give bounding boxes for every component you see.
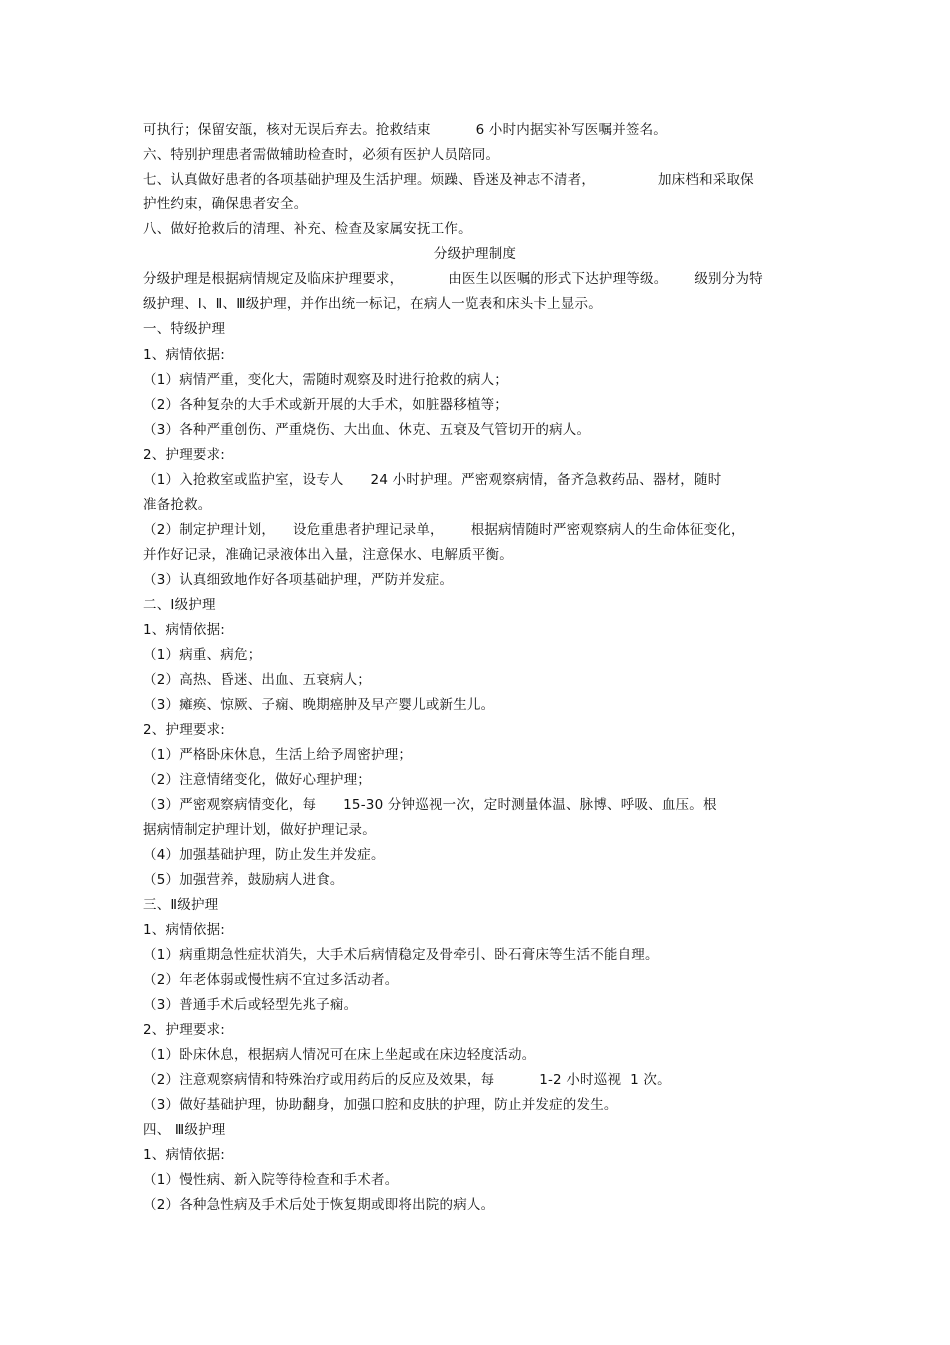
text-line: （2）注意观察病情和特殊治疗或用药后的反应及效果，每 1-2 小时巡视 1 次。 [143, 1072, 671, 1088]
text-line: 二、Ⅰ级护理 [143, 597, 216, 613]
text-line: （1）卧床休息，根据病人情况可在床上坐起或在床边轻度活动。 [143, 1047, 536, 1063]
text-line: （2）高热、昏迷、出血、五衰病人； [143, 672, 371, 688]
text-line: 1、病情依据: [143, 1147, 226, 1163]
text-line: 1、病情依据: [143, 922, 226, 938]
text-line: 分级护理是根据病情规定及临床护理要求， 由医生以医嘱的形式下达护理等级。 级别分为特 [143, 271, 763, 287]
text-line: （3）做好基础护理，协助翻身，加强口腔和皮肤的护理，防止并发症的发生。 [143, 1097, 618, 1113]
text-line: （1）病情严重，变化大，需随时观察及时进行抢救的病人； [143, 372, 508, 388]
text-line: 并作好记录，准确记录液体出入量，注意保水、电解质平衡。 [143, 547, 513, 563]
text-line: （2）各种急性病及手术后处于恢复期或即将出院的病人。 [143, 1197, 495, 1213]
text-line: （3）普通手术后或轻型先兆子痫。 [143, 997, 358, 1013]
text-line: （3）各种严重创伤、严重烧伤、大出血、休克、五衰及气管切开的病人。 [143, 422, 591, 438]
text-line: （1）病重、病危； [143, 647, 262, 663]
text-line: 1、病情依据: [143, 347, 226, 363]
text-line: 2、护理要求: [143, 1022, 226, 1038]
text-line: （1）慢性病、新入院等待检查和手术者。 [143, 1172, 399, 1188]
text-line: 可执行；保留安瓿，核对无误后弃去。抢救结束 6 小时内据实补写医嘱并签名。 [143, 122, 667, 138]
text-line: （3）认真细致地作好各项基础护理，严防并发症。 [143, 572, 454, 588]
text-line: 准备抢救。 [143, 497, 212, 513]
text-line: （1）病重期急性症状消失，大手术后病情稳定及骨牵引、卧石膏床等生活不能自理。 [143, 947, 659, 963]
text-line: 护性约束，确保患者安全。 [143, 196, 308, 212]
text-line: 级护理、Ⅰ、Ⅱ、Ⅲ级护理，并作出统一标记，在病人一览表和床头卡上显示。 [143, 296, 602, 312]
text-line: （5）加强营养，鼓励病人进食。 [143, 872, 344, 888]
text-line: （3）瘫痪、惊厥、子痫、晚期癌肿及早产婴儿或新生儿。 [143, 697, 495, 713]
text-line: 据病情制定护理计划，做好护理记录。 [143, 822, 376, 838]
document-heading: 分级护理制度 [433, 246, 517, 262]
text-line: 2、护理要求: [143, 447, 226, 463]
text-line: （3）严密观察病情变化，每 15-30 分钟巡视一次，定时测量体温、脉博、呼吸、血压。根 [143, 797, 717, 813]
text-line: （2）注意情绪变化，做好心理护理； [143, 772, 371, 788]
text-line: （2）制定护理计划， 设危重患者护理记录单， 根据病情随时严密观察病人的生命体征变化， [143, 522, 745, 538]
text-line: （1）入抢救室或监护室，设专人 24 小时护理。严密观察病情，备齐急救药品、器材，随时 [143, 472, 722, 488]
text-line: 六、特别护理患者需做辅助检查时，必须有医护人员陪同。 [143, 147, 500, 163]
text-line: 三、Ⅱ级护理 [143, 897, 219, 913]
text-line: 一、特级护理 [143, 321, 226, 337]
text-line: （2）各种复杂的大手术或新开展的大手术，如脏器移植等； [143, 397, 508, 413]
text-line: 1、病情依据: [143, 622, 226, 638]
text-line: 七、认真做好患者的各项基础护理及生活护理。烦躁、昏迷及神志不清者， 加床档和采取保 [143, 172, 754, 188]
text-line: （4）加强基础护理，防止发生并发症。 [143, 847, 385, 863]
text-line: （1）严格卧床休息，生活上给予周密护理； [143, 747, 413, 763]
text-line: 八、做好抢救后的清理、补充、检查及家属安抚工作。 [143, 221, 472, 237]
text-line: （2）年老体弱或慢性病不宜过多活动者。 [143, 972, 399, 988]
text-line: 四、 Ⅲ级护理 [143, 1122, 226, 1138]
text-line: 2、护理要求: [143, 722, 226, 738]
